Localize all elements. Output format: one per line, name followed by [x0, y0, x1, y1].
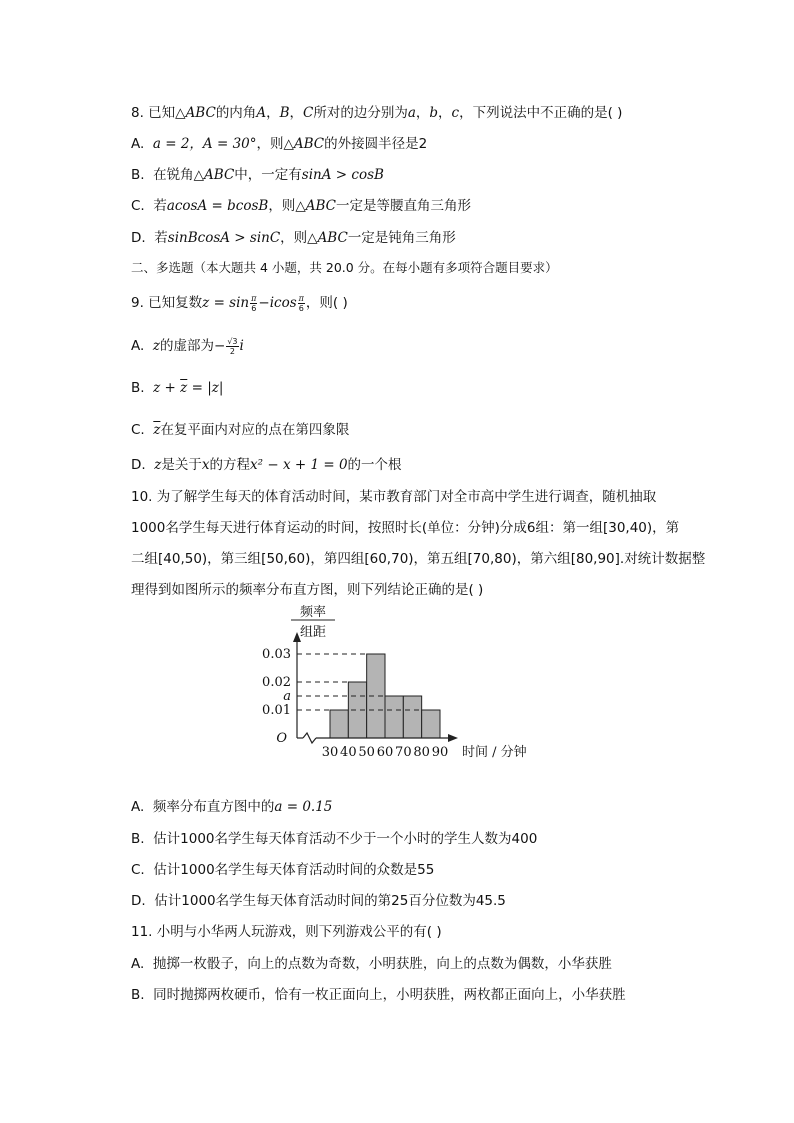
q10-option-a: A. 频率分布直方图中的a = 0.15 — [131, 799, 333, 815]
x-tick-label: 70 — [395, 745, 412, 760]
q8-option-c: C. 若acosA = bcosB，则△ABC一定是等腰直角三角形 — [131, 198, 471, 214]
q9-option-d: D. z是关于x的方程x² − x + 1 = 0的一个根 — [131, 457, 402, 473]
q10-option-b: B. 估计1000名学生每天体育活动不少于一个小时的学生人数为400 — [131, 831, 538, 847]
y-label-denominator: 组距 — [299, 625, 327, 640]
frequency-histogram — [250, 598, 550, 770]
section-heading: 二、多选题（本大题共 4 小题，共 20.0 分。在每小题有多项符合题目要求） — [131, 260, 558, 275]
x-axis-label: 时间 / 分钟 — [462, 745, 527, 760]
q8-option-d: D. 若sinBcosA > sinC，则△ABC一定是钝角三角形 — [131, 230, 456, 246]
q9-stem: 9. 已知复数z = sin $\frac{\pi}{6}$ −icos $\frac{\pi}{6}$ ，则( ) — [131, 293, 348, 313]
x-tick-label: 50 — [358, 745, 375, 760]
axis-break — [303, 733, 316, 743]
x-axis-arrow-icon — [448, 734, 458, 742]
x-tick-label: 60 — [376, 745, 394, 760]
origin-label: O — [276, 731, 287, 746]
histogram-bar — [403, 696, 421, 738]
q10-option-c: C. 估计1000名学生每天体育活动时间的众数是55 — [131, 862, 435, 878]
q10-stem-line-1: 10. 为了解学生每天的体育活动时间，某市教育部门对全市高中学生进行调查，随机抽取 — [131, 489, 657, 505]
x-tick-label: 80 — [413, 745, 430, 760]
q9-option-a: A. z的虚部为− $\frac{√3}{2}$ i — [131, 336, 244, 356]
q9-option-c: C. $\overline{z}$在复平面内对应的点在第四象限 — [131, 422, 350, 438]
q9-option-b: B. $z + \overline{z} = |z|$ — [131, 380, 224, 396]
x-tick-label: 40 — [340, 745, 357, 760]
y-tick-label: a — [283, 689, 291, 704]
q8-stem: 8. 已知△ABC的内角A，B，C所对的边分别为a，b，c，下列说法中不正确的是( ) — [131, 105, 623, 121]
q8-option-a: A. a = 2，A = 30°，则△ABC的外接圆半径是2 — [131, 136, 428, 152]
y-tick-label: 0.01 — [262, 703, 291, 718]
histogram-bar — [422, 710, 440, 738]
x-tick-label: 90 — [431, 745, 449, 760]
fraction: $\frac{√3}{2}$ — [227, 336, 238, 356]
q8-option-b: B. 在锐角△ABC中，一定有sinA > cosB — [131, 167, 384, 183]
histogram-bar — [385, 696, 403, 738]
histogram-svg — [250, 598, 550, 770]
q10-option-d: D. 估计1000名学生每天体育活动时间的第25百分位数为45.5 — [131, 893, 506, 909]
q10-stem-line-2: 1000名学生每天进行体育运动的时间，按照时长(单位：分钟)分成6组：第一组[30,40)，第 — [131, 520, 680, 536]
y-label-numerator: 频率 — [299, 605, 327, 620]
q11-stem: 11. 小明与小华两人玩游戏，则下列游戏公平的有( ) — [131, 924, 442, 940]
y-tick-label: 0.03 — [262, 647, 291, 662]
q10-stem-line-3: 二组[40,50)，第三组[50,60)，第四组[60,70)，第五组[70,80)，第六组[80,90].对统计数据整 — [131, 551, 706, 567]
fraction: $\frac{\pi}{6}$ — [298, 293, 304, 313]
q11-option-b: B. 同时抛掷两枚硬币，恰有一枚正面向上，小明获胜，两枚都正面向上，小华获胜 — [131, 987, 626, 1003]
histogram-bar — [330, 710, 348, 738]
y-tick-label: 0.02 — [262, 675, 291, 690]
x-tick-label: 30 — [321, 745, 339, 760]
q10-stem-line-4: 理得到如图所示的频率分布直方图，则下列结论正确的是( ) — [131, 582, 484, 598]
q11-option-a: A. 抛掷一枚骰子，向上的点数为奇数，小明获胜，向上的点数为偶数，小华获胜 — [131, 956, 612, 972]
fraction: $\frac{\pi}{6}$ — [251, 293, 257, 313]
